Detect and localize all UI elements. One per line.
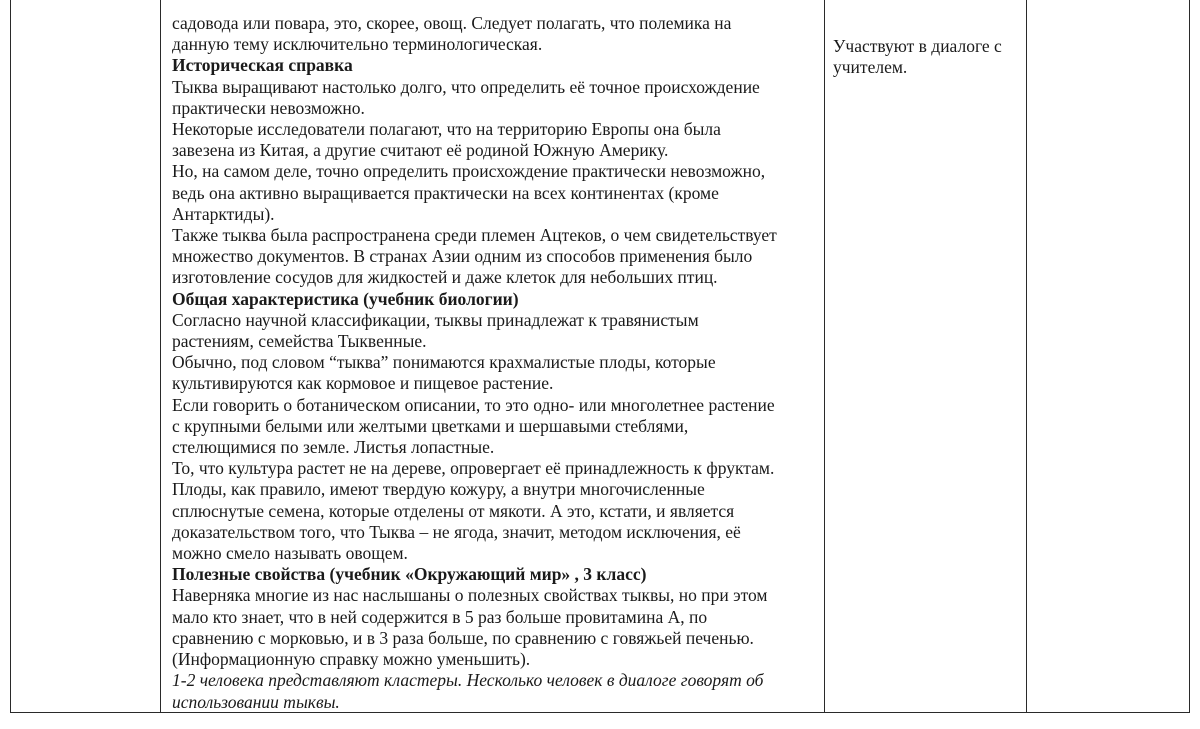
table-column-divider <box>1026 0 1027 713</box>
text-line: Если говорить о ботаническом описании, то это одно- или многолетнее растение <box>172 394 775 415</box>
text-line: Плоды, как правило, имеют твердую кожуру, а внутри многочисленные <box>172 479 705 500</box>
section-heading-history: Историческая справка <box>172 55 353 76</box>
text-line: садовода или повара, это, скорее, овощ. Следует полагать, что полемика на <box>172 13 732 33</box>
section-heading-characteristics: Общая характеристика (учебник биологии) <box>172 288 519 309</box>
text-line: практически невозможно. <box>172 97 365 118</box>
lesson-table <box>10 0 1190 713</box>
text-line: мало кто знает, что в ней содержится в 5 раз больше провитамина А, по <box>172 606 708 627</box>
text-line: учителем. <box>833 57 908 78</box>
text-line: изготовление сосудов для жидкостей и даже клеток для небольших птиц. <box>172 267 718 288</box>
table-border-left <box>10 0 11 713</box>
text-line: можно смело называть овощем. <box>172 543 408 564</box>
text-line: стелющимися по земле. Листья лопастные. <box>172 437 495 458</box>
text-line: растениям, семейства Тыквенные. <box>172 331 427 352</box>
text-line: Обычно, под словом “тыква” понимаются крахмалистые плоды, которые <box>172 352 716 373</box>
text-line: множество документов. В странах Азии одним из способов применения было <box>172 246 753 267</box>
text-line: (Информационную справку можно уменьшить). <box>172 649 531 670</box>
text-line: Тыква выращивают настолько долго, что определить её точное происхождение <box>172 76 760 97</box>
text-line: Антарктиды). <box>172 203 275 224</box>
student-activity-cell <box>833 36 1023 78</box>
activity-note: 1-2 человека представляют кластеры. Несколько человек в диалоге говорят об <box>172 670 764 691</box>
text-line: Согласно научной классификации, тыквы принадлежат к травянистым <box>172 309 699 330</box>
text-line: данную тему исключительно терминологическая. <box>172 34 543 55</box>
text-line: сравнению с морковью, и в 3 раза больше, по сравнению с говяжьей печенью. <box>172 627 754 648</box>
text-line: Наверняка многие из нас наслышаны о полезных свойствах тыквы, но при этом <box>172 585 768 606</box>
table-border-right <box>1189 0 1190 713</box>
text-line: То, что культура растет не на дереве, опровергает её принадлежность к фруктам. <box>172 458 775 479</box>
text-line: завезена из Китая, а другие считают её родиной Южную Америку. <box>172 140 669 161</box>
text-line: Но, на самом деле, точно определить происхождение практически невозможно, <box>172 161 766 182</box>
text-line: ведь она активно выращивается практически на всех континентах (кроме <box>172 182 719 203</box>
text-line: доказательством того, что Тыква – не ягода, значит, методом исключения, её <box>172 521 741 542</box>
text-line: сплюснутые семена, которые отделены от мякоти. А это, кстати, и является <box>172 500 735 521</box>
lesson-content-cell <box>172 13 820 713</box>
text-line: Также тыква была распространена среди племен Ацтеков, о чем свидетельствует <box>172 225 777 246</box>
section-heading-benefits: Полезные свойства (учебник «Окружающий мир» , 3 класс) <box>172 564 647 585</box>
activity-note: использовании тыквы. <box>172 691 340 712</box>
text-line: с крупными белыми или желтыми цветками и шершавыми стеблями, <box>172 415 689 436</box>
table-column-divider <box>160 0 161 713</box>
table-column-divider <box>824 0 825 713</box>
text-line: Участвуют в диалоге с <box>833 36 1002 56</box>
text-line: Некоторые исследователи полагают, что на территорию Европы она была <box>172 119 721 140</box>
text-line: культивируются как кормовое и пищевое растение. <box>172 373 554 394</box>
